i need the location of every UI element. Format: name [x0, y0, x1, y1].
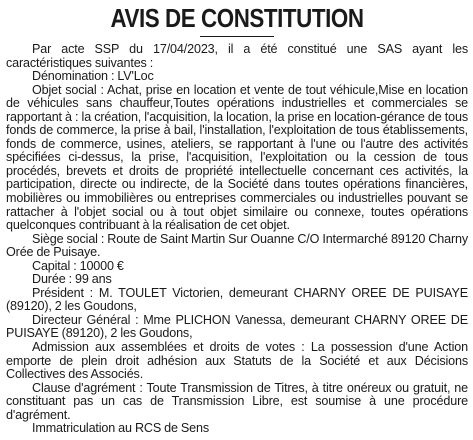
- intro-paragraph: Par acte SSP du 17/04/2023, il a été constitué une SAS ayant les caractéristiques suivantes :: [6, 42, 468, 70]
- general-director-paragraph: Directeur Général : Mme PLICHON Vanessa, demeurant CHARNY OREE DE PUISAYE (89120), 2 les Goudons,: [6, 312, 468, 341]
- capital-paragraph: Capital : 10000 €: [32, 258, 124, 273]
- duration-paragraph: Durée : 99 ans: [32, 272, 112, 287]
- object-paragraph: Objet social : Achat, prise en location et vente de tout véhicule,Mise en location de véhicules sans chauffeur,Toutes opérations industrielles et commerciales se rapportant à : la création, l'acquisition, la location, la prise en location-gérance de tous fonds de commerce, la prise à bail, l'installation, l'exploitation de tous établissements, fonds de commerce, usines, ateliers, se rapportant à l'une ou l'autre des activités spécifiées ci-dessus, la prise, l'acquisition, l'exploitation ou la cession de tous procédés, brevets et droits de propriété intellectuelle concernant ces activités, la participation, directe ou indirecte, de la Société dans toutes opérations financières, mobilières ou immobilières ou entreprises commerciales ou industrielles pouvant se rattacher à l'objet social ou à tout objet similaire ou connexe, toutes opérations quelconques contribuant à la réalisation de cet objet.: [6, 82, 468, 233]
- approval-clause-paragraph: Clause d'agrément : Toute Transmission de Titres, à titre onéreux ou gratuit, ne constituant pas un cas de Transmission Libre, est soumise à une procédure d'agrément.: [6, 380, 468, 422]
- registered-office-paragraph: Siège social : Route de Saint Martin Sur Ouanne C/O Intermarché 89120 Charny Orée de Puisaye.: [6, 231, 468, 260]
- president-paragraph: Président : M. TOULET Victorien, demeurant CHARNY OREE DE PUISAYE (89120), 2 les Goudons,: [6, 285, 468, 314]
- notice-body: [6, 43, 468, 436]
- notice-title: AVIS DE CONSTITUTION: [110, 3, 364, 33]
- assemblies-paragraph: Admission aux assemblées et droits de votes : La possession d'une Action emporte de plein droit adhésion aux Statuts de la Société et aux Décisions Collectives des Associés.: [6, 340, 468, 382]
- title-divider: [200, 36, 274, 37]
- registration-paragraph: Immatriculation au RCS de Sens: [32, 421, 209, 436]
- denomination-paragraph: Dénomination : LV'Loc: [32, 69, 154, 84]
